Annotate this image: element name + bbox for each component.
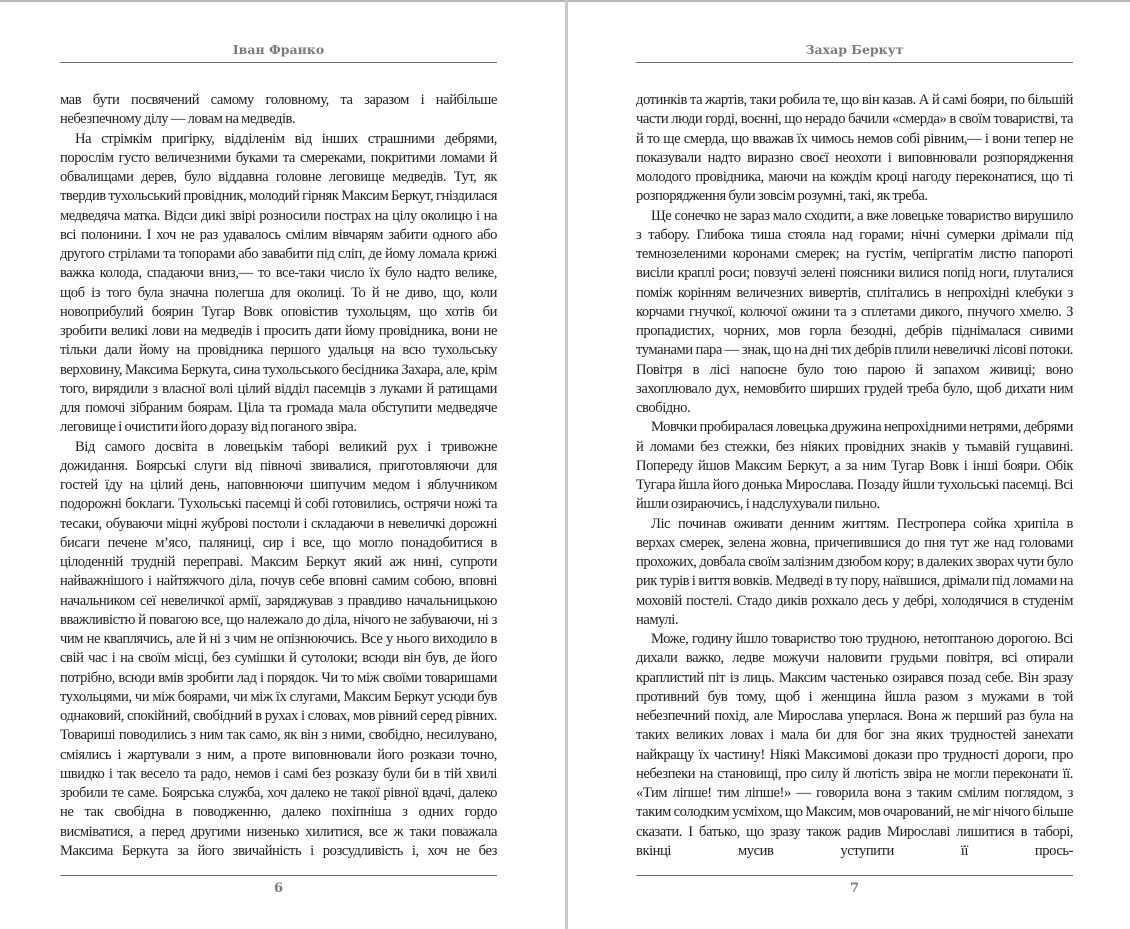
page-gutter-divider bbox=[565, 0, 568, 929]
right-page bbox=[636, 0, 1073, 929]
paragraph: Може, годину йшло товариство тою трудною, нетоптаною дорогою. Всі дихали важко, ледве можучи наловити грудьми повітря, всі отирали краплистий піт із лиць. Максим частенько озирався позад себе. Він зразу противний був тому, щоб і женщина йшла разом з мужами в той небезпечний похід, але Мирослава уперлася. Вона ж перший раз була на таких великих ловах і мала би для бог зна яких трудностей занехати найкращу їх частину! Ніякі Максимові докази про трудності дороги, про небезпеки на становищі, про силу й лютість звіра не могли переконати її. «Тим ліпше! тим ліпше!» — говорила вона з таким смілим поглядом, з таким солодким усміхом, що Максим, мов очарований, не міг нічого більше сказати. І батько, що зразу також радив Мирославі лишитися в таборі, вкінці мусив уступити її прось- bbox=[636, 631, 1073, 859]
paragraph: дотинків та жартів, таки робила те, що він казав. А й самі бояри, по більшій части люди горді, воєнні, що нерадо бачили «смерда» в своїм товаристві, та й то ще смерда, що вважав їх чимось немов собі рівним,— і вони тепер не показували надто виразно своєї неохоти і виповнювали розпорядження молодого провідника, маючи на кождім кроці нагоду переконатися, що ті розпорядження були зовсім розумні, такі, як треба. bbox=[636, 92, 1073, 205]
paragraph: На стрімкім пригірку, відділенім від інших страшними дебрями, порослім густо величезними буками та смереками, покритими ломами й обвалищами дерев, було віддавна головне леговище медведів. Тут, як твердив тухольський провідник, молодий гірняк Максим Беркут, гніздилася медведяча матка. Відси дикі звірі розносили пострах на цілу околицю і на всі полонини. І хоч не раз удавалось смілим вівчарям забити одного або другого стрілами та топорами або завабити під сліп, де йому ломала крижі важка колода, спадаючи вниз,— то все-таки число їх було надто велике, щоб із того була значна полегша для околиці. То й не диво, що, коли новоприбулий боярин Тугар Вовк оповістив тухольцям, що хотів би зробити великі лови на медведів і просить дати йому провідника, вони не тільки дали йому на провідника першого удальця на всю тухольську верховину, Максима Беркута, сина тухольського бесідника Захара, але, крім того, вирядили з власної волі цілий відділ пасемців з луками й ратищами для помочі зібраним боярам. Ціла та громада мала обступити медведяче леговище і очистити його доразу від поганого звіра. bbox=[60, 130, 497, 436]
running-head-author: Іван Франко bbox=[232, 42, 325, 57]
page-text-left bbox=[60, 91, 497, 861]
paragraph: Мовчки пробиралася ловецька дружина непрохідними нетрями, дебрями й ломами без стежки, без ніяких провідних знаків у тьмавій гущавині. Попереду йшов Максим Беркут, а за ним Тугар Вовк і інші бояри. Обік Тугара йшла його донька Мирослава. Позаду йшли тухольські пасемці. Всі йшли озираючись, і надслухували пильно. bbox=[636, 419, 1073, 513]
left-page bbox=[60, 0, 497, 929]
paragraph: Ліс починав оживати денним життям. Пестропера сойка хрипіла в верхах смерек, зелена жовна, причепившися до пня тут же над головами прохожих, довбала своїм залізним дзюбом кору; в далеких зворах чути було рик турів і виття вовків. Медведі в ту пору, наївшися, дрімали під ломами на моховій постелі. Стадо диків рохкало десь у дебрі, холодячися в студенім намулі. bbox=[636, 515, 1073, 628]
header-rule bbox=[636, 62, 1073, 63]
page-number: 7 bbox=[849, 881, 860, 896]
header-rule bbox=[60, 62, 497, 63]
footer-rule bbox=[636, 875, 1073, 876]
paragraph: мав бути посвячений самому головному, та заразом і найбільше небезпечному ділу — ловам на медведів. bbox=[60, 92, 497, 128]
footer-rule bbox=[60, 875, 497, 876]
page-text-right bbox=[636, 91, 1073, 861]
paragraph: Від самого досвіта в ловецькім таборі великий рух і тривожне дожидання. Боярські слуги від півночі звивалися, приготовляючи для гостей їду на цілий день, наповнюючи шипучим медом і яблучником подорожні боклаги. Тухольські пасемці й собі готовились, острячи ножі та тесаки, обуваючи міцні жуброві постоли і складаючи в невеличкі дорожні бисаги печене м’ясо, паляниці, сир і все, що могло понадобитися в цілоденній трудній переправі. Максим Беркут який аж нині, супроти найважнішого і найтяжчого діла, почув себе вповні самим собою, вповні начальником сеї невеличкої армії, заряджував з правдиво начальницькою вважливістю й повагою все, що належало до діла, нічого не забуваючи, ні з чим не кваплячись, але й ні з чим не опізнюючись. Все у нього виходило в свій час і на своїм місці, без сумішки й сутолоки; всюди він був, де його потрібно, всюди вмів зробити лад і порядок. Чи то між своїми товаришами тухольцями, чи між боярами, чи між їх слугами, Максим Беркут усюди був однаковий, спокійний, свобідний в рухах і словах, мов рівний серед рівних. Товариші поводились з ним так само, як він з ними, свобідно, несилувано, сміялись і жартували з ним, а проте виповнювали його розкази точно, швидко і так весело та радо, немов і самі без розказу були би в тій хвилі зробили те саме. Боярська служба, хоч далеко не такої рівної вдачі, далеко не так свобідна в поводженню, далеко похіпніша з одних гордо висміватися, а перед другими низенько хилитися, все ж таки поважала Максима Беркута за його звичайність і розсудливість і, хоч не без bbox=[60, 438, 497, 859]
running-head-title: Захар Беркут bbox=[805, 42, 904, 57]
page-number: 6 bbox=[273, 881, 284, 896]
paragraph: Ще сонечко не зараз мало сходити, а вже ловецьке товариство вирушило з табору. Глибока тиша стояла над горами; нічні сумерки дрімали під темнозеленими коронами смерек; на густім, чепіргатім листю папороті висіли краплі роси; повзучі зелені поясники вилися попід ноги, плуталися поміж корінням величезних вивертів, сплітались в непрохідні клебуки з корчами гнучкої, колючої ожини та з сплетами дикого, пнучого хмелю. З пропадистих, чорних, мов горла безодні, дебрів піднімалася сивими туманами пара — знак, що на дні тих дебрів плили невеличкі лісові потоки. Повітря в лісі напоєне було тою парою й запахом живиці; воно захоплювало дух, немовбито ширших грудей треба було, щоб дихати ним свобідно. bbox=[636, 207, 1073, 416]
